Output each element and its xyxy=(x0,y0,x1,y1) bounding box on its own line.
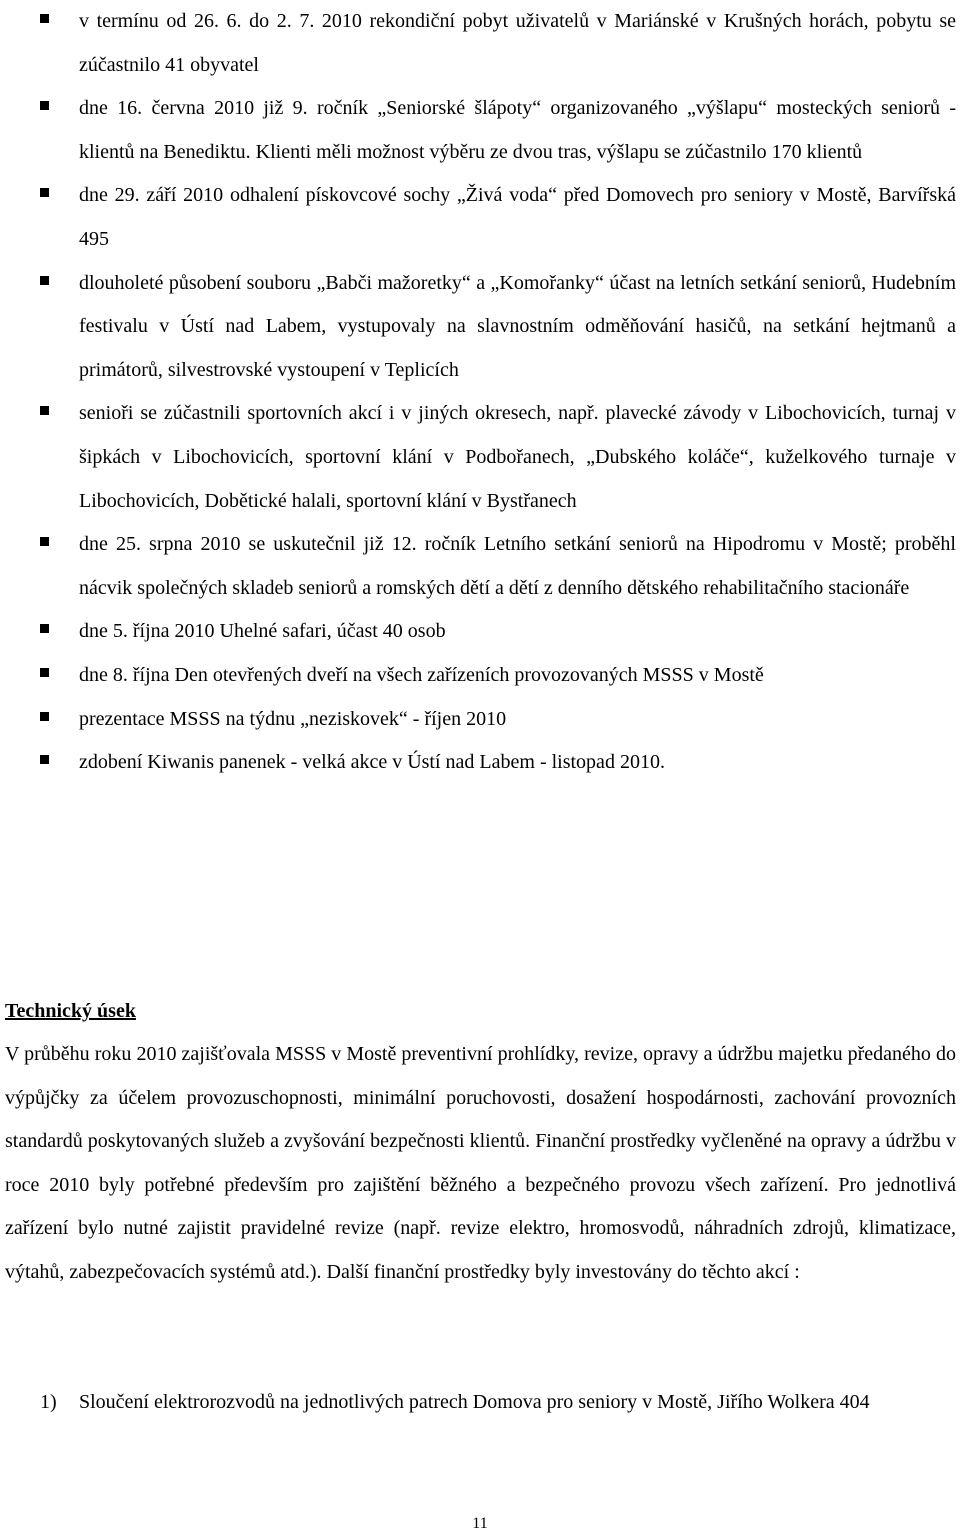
square-bullet-icon xyxy=(40,14,49,23)
list-item-text: dne 16. června 2010 již 9. ročník „Seniorské šlápoty“ organizovaného „výšlapu“ mosteckých seniorů - klientů na Benediktu. Klienti měli možnost výběru ze dvou tras, výšlapu se zúčastnilo 170 klientů xyxy=(79,97,956,163)
numbered-list-item xyxy=(0,1381,960,1425)
list-item-text: dlouholeté působení souboru „Babči mažoretky“ a „Komořanky“ účast na letních setkání seniorů, Hudebním festivalu v Ústí nad Labem, vystupovaly na slavnostním odměňování hasičů, na setkání hejtmanů a primátorů, silvestrovské vystoupení v Teplicích xyxy=(79,271,956,381)
list-item-text: dne 29. září 2010 odhalení pískovcové sochy „Živá voda“ před Domovech pro seniory v Mostě, Barvířská 495 xyxy=(79,184,956,250)
list-item xyxy=(0,654,960,698)
list-item-text: prezentace MSSS na týdnu „neziskovek“ - říjen 2010 xyxy=(79,707,507,730)
list-item-number: 1) xyxy=(40,1391,57,1413)
list-item xyxy=(0,610,960,654)
list-item xyxy=(0,741,960,785)
list-item xyxy=(0,698,960,742)
page-number: 11 xyxy=(472,1515,488,1532)
square-bullet-icon xyxy=(40,624,49,633)
list-item xyxy=(0,262,960,393)
list-item-text: dne 5. října 2010 Uhelné safari, účast 40 osob xyxy=(79,620,446,643)
section-heading: Technický úsek xyxy=(5,1000,136,1022)
square-bullet-icon xyxy=(40,537,49,546)
square-bullet-icon xyxy=(40,406,49,415)
list-item-text: senioři se zúčastnili sportovních akcí i v jiných okresech, např. plavecké závody v Libochovicích, turnaj v šipkách v Libochovicích, sportovní klání v Podbořanech, „Dubského koláče“, kuželkového turnaje v Libochovicích, Dobětické halali, sportovní klání v Bystřanech xyxy=(79,402,956,512)
list-item xyxy=(0,392,960,523)
list-item-text: Sloučení elektrorozvodů na jednotlivých patrech Domova pro seniory v Mostě, Jiřího Wolkera 404 xyxy=(79,1391,870,1413)
list-item-text: dne 25. srpna 2010 se uskutečnil již 12. ročník Letního setkání seniorů na Hipodromu v Mostě; proběhl nácvik společných skladeb seniorů a romských dětí a dětí z denního dětského rehabilitačního stacionáře xyxy=(79,533,956,599)
list-item-text: dne 8. října Den otevřených dveří na všech zařízeních provozovaných MSSS v Mostě xyxy=(79,663,764,686)
square-bullet-icon xyxy=(40,668,49,677)
square-bullet-icon xyxy=(40,276,49,285)
list-item xyxy=(0,0,960,87)
square-bullet-icon xyxy=(40,188,49,197)
list-item-text: zdobení Kiwanis panenek - velká akce v Ústí nad Labem - listopad 2010. xyxy=(79,751,665,774)
section-paragraph: V průběhu roku 2010 zajišťovala MSSS v Mostě preventivní prohlídky, revize, opravy a údržbu majetku předaného do výpůjčky za účelem provozuschopnosti, minimální poruchovosti, dosažení hospodárnosti, zachování provozních standardů poskytovaných služeb a zvyšování bezpečnosti klientů. Finanční prostředky vyčleněné na opravy a údržbu v roce 2010 byly potřebné především pro zajištění běžného a bezpečného provozu všech zařízení. Pro jednotlivá zařízení bylo nutné zajistit pravidelné revize (např. revize elektro, hromosvodů, náhradních zdrojů, klimatizace, výtahů, zabezpečovacích systémů atd.). Další finanční prostředky byly investovány do těchto akcí : xyxy=(5,1043,956,1283)
square-bullet-icon xyxy=(40,755,49,764)
square-bullet-icon xyxy=(40,712,49,721)
list-item xyxy=(0,87,960,174)
numbered-list xyxy=(0,1381,960,1425)
list-item xyxy=(0,174,960,261)
list-item xyxy=(0,523,960,610)
list-item-text: v termínu od 26. 6. do 2. 7. 2010 rekondiční pobyt uživatelů v Mariánské v Krušných horách, pobytu se zúčastnilo 41 obyvatel xyxy=(79,10,956,76)
square-bullet-icon xyxy=(40,101,49,110)
